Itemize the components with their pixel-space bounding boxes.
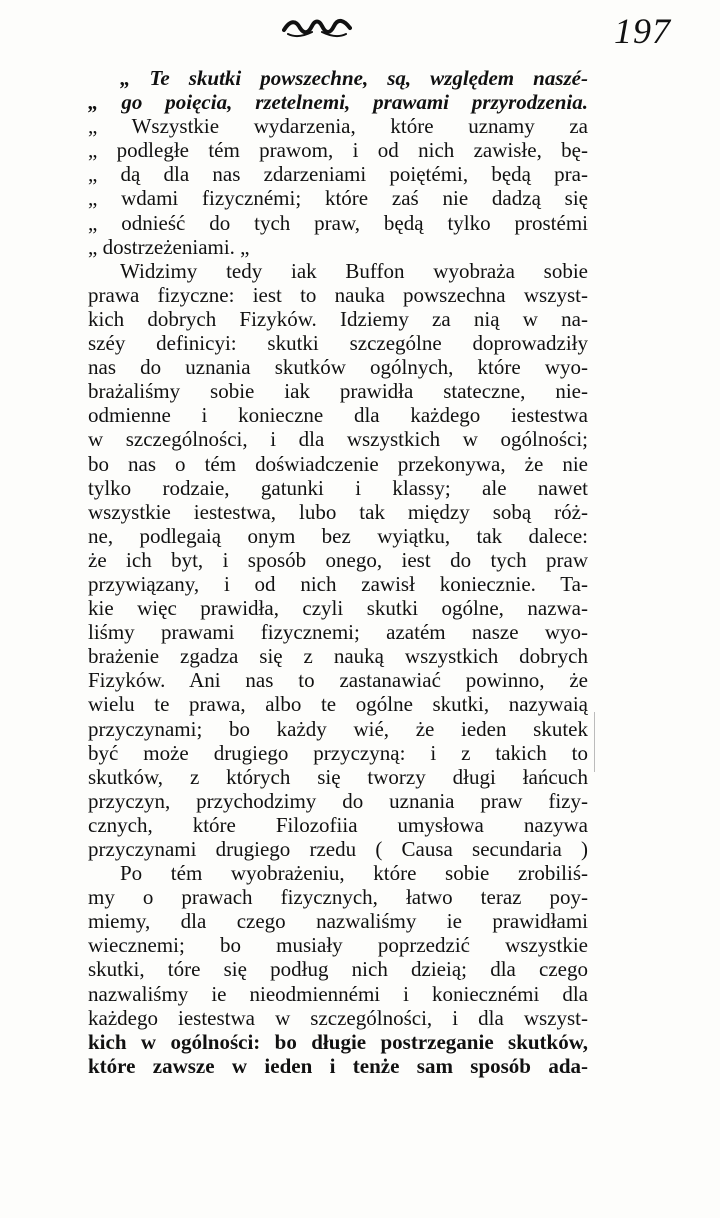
- text-line: cznych, które Filozofiia umysłowa nazywa: [88, 812, 588, 837]
- text-line: skutków, z których się tworzy długi łańcuch: [88, 764, 588, 789]
- text-line: nas do uznania skutków ogólnych, które wyo-: [88, 355, 588, 380]
- text-line: „ dostrzeżeniami. „: [88, 234, 250, 259]
- text-line: że ich byt, i sposób onego, iest do tych praw: [88, 547, 588, 572]
- text-line: my o prawach fizycznych, łatwo teraz poy-: [88, 885, 588, 910]
- text-line: Fizyków. Ani nas to zastanawiać powinno, że: [88, 668, 588, 693]
- text-line: bo nas o tém doświadczenie przekonywa, że nie: [88, 451, 588, 476]
- text-line: skutki, tóre się podług nich dzieią; dla czego: [88, 957, 588, 982]
- printer-ornament-icon: [282, 14, 352, 40]
- text-line: wielu te prawa, albo te ogólne skutki, nazywaią: [88, 692, 588, 717]
- text-line: nazwaliśmy ie nieodmiennémi i koniecznémi dla: [88, 981, 588, 1006]
- text-line: „ Wszystkie wydarzenia, które uznamy za: [88, 114, 588, 139]
- text-line: Po tém wyobrażeniu, które sobie zrobiliś-: [120, 861, 588, 886]
- body-text: [88, 66, 588, 1078]
- text-line: széy definicyi: skutki szczególne doprowadziły: [88, 331, 588, 356]
- text-line: „ podległe tém prawom, i od nich zawisłe, bę-: [88, 138, 588, 163]
- text-line: kich w ogólności: bo długie postrzeganie skutków,: [88, 1029, 588, 1054]
- text-line: wszystkie iestestwa, lubo tak między sobą róż-: [88, 499, 588, 524]
- text-line: każdego iestestwa w szczególności, i dla wszyst-: [88, 1005, 588, 1030]
- text-line: „ odnieść do tych praw, będą tylko prostémi: [88, 210, 588, 235]
- text-line: miemy, dla czego nazwaliśmy ie prawidłami: [88, 909, 588, 934]
- text-line: być może drugiego przyczyną: i z takich to: [88, 740, 588, 765]
- margin-mark: [594, 712, 599, 772]
- text-line: prawa fizyczne: iest to nauka powszechna wszyst-: [88, 282, 588, 307]
- text-line: w szczególności, i dla wszystkich w ogólności;: [88, 427, 588, 452]
- text-line: liśmy prawami fizycznemi; azatém nasze wyo-: [88, 620, 588, 645]
- text-line: „ dą dla nas zdarzeniami poiętémi, będą pra-: [88, 162, 588, 187]
- text-line: przyczyn, przychodzimy do uznania praw fizy-: [88, 788, 588, 813]
- text-line: „ Te skutki powszechne, są, względem naszé-: [120, 66, 588, 90]
- text-line: „ go poięcia, rzetelnemi, prawami przyrodzenia.: [88, 90, 588, 115]
- text-line: brażaliśmy sobie iak prawidła stateczne, nie-: [88, 379, 588, 404]
- text-line: „ wdami fizycznémi; które zaś nie dadzą się: [88, 186, 588, 211]
- text-line: które zawsze w ieden i tenże sam sposób ada-: [88, 1053, 588, 1078]
- text-line: przyczynami; bo każdy wié, że ieden skutek: [88, 716, 588, 741]
- page-number: 197: [614, 11, 671, 51]
- text-line: wiecznemi; bo musiały poprzedzić wszystkie: [88, 933, 588, 958]
- text-line: kich dobrych Fizyków. Idziemy za nią w na-: [88, 306, 588, 331]
- text-line: kie więc prawidła, czyli skutki ogólne, nazwa-: [88, 596, 588, 621]
- text-line: przyczynami drugiego rzedu ( Causa secundaria ): [88, 837, 588, 861]
- text-line: tylko rodzaie, gatunki i klassy; ale nawet: [88, 475, 588, 500]
- text-line: Widzimy tedy iak Buffon wyobraża sobie: [120, 258, 588, 283]
- text-line: przywiązany, i od nich zawisł koniecznie. Ta-: [88, 571, 588, 596]
- text-line: brażenie zgadza się z nauką wszystkich dobrych: [88, 644, 588, 669]
- text-line: odmienne i konieczne dla każdego iestestwa: [88, 403, 588, 428]
- text-line: ne, podlegaią onym bez wyiątku, tak dalece:: [88, 523, 588, 548]
